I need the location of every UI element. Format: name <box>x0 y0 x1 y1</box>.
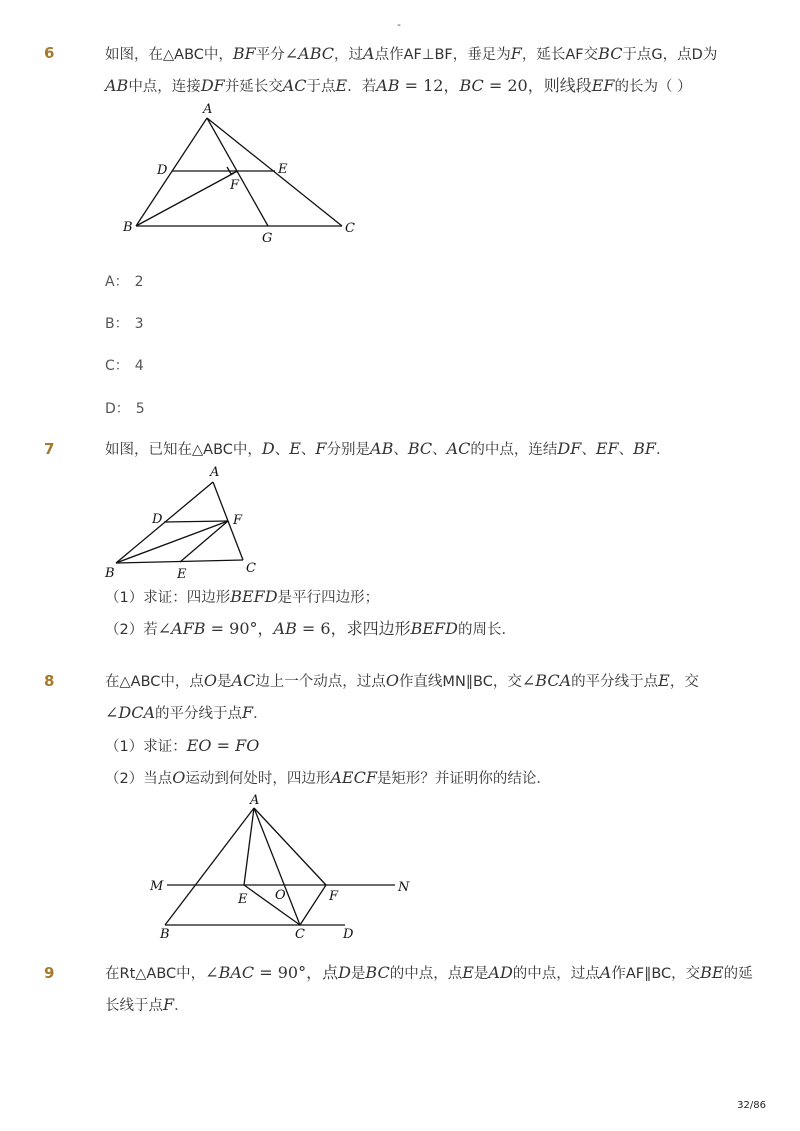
question-number-8: 8 <box>44 672 55 690</box>
q6-label-B: B <box>123 220 133 235</box>
page-number: 32/86 <box>737 1100 766 1111</box>
q7-side-BC <box>116 560 243 563</box>
q7-geometry-figure <box>100 462 270 586</box>
q7-label-B: B <box>105 566 115 581</box>
q7-label-D: D <box>152 512 163 527</box>
question-number-6: 6 <box>44 44 55 62</box>
q6-segment-BF <box>136 173 234 226</box>
q9-stem-line-2: 长线于点F． <box>105 995 189 1014</box>
q7-label-A: A <box>210 465 220 480</box>
q8-stem-line-1: 在△ABC中，点O是AC边上一个动点，过点O作直线MN∥BC，交∠BCA的平分线于点E，交 <box>105 671 699 690</box>
q6-label-A: A <box>203 102 213 117</box>
q8-part-2: （2）当点O运动到何处时，四边形AECF是矩形？并证明你的结论． <box>105 768 551 787</box>
q8-segment-FC <box>300 885 326 925</box>
question-number-9: 9 <box>44 964 55 982</box>
q8-side-AC <box>254 808 300 925</box>
q6-label-G: G <box>262 231 273 246</box>
q7-label-E: E <box>177 567 187 582</box>
q6-segment-AG <box>207 118 268 226</box>
q7-part-2: （2）若∠AFB = 90°，AB = 6，求四边形BEFD的周长． <box>105 619 516 638</box>
q8-label-C: C <box>295 927 305 942</box>
q8-side-AB <box>165 808 254 925</box>
q6-label-E: E <box>278 162 288 177</box>
q6-option-b[interactable]: B： 3 <box>105 316 144 332</box>
q7-segment-EF <box>180 521 228 562</box>
question-number-7: 7 <box>44 440 55 458</box>
q9-stem-line-1: 在Rt△ABC中，∠BAC = 90°，点D是BC的中点，点E是AD的中点，过点A作AF∥BC，交BE的延 <box>105 963 753 982</box>
q8-label-E: E <box>238 892 248 907</box>
q8-segment-AF <box>254 808 326 885</box>
q7-segment-BF <box>116 521 228 563</box>
q8-label-N: N <box>398 880 410 895</box>
q8-stem-line-2: ∠DCA的平分线于点F． <box>105 703 268 722</box>
q7-label-F: F <box>233 513 243 528</box>
q8-label-M: M <box>150 879 164 894</box>
q7-stem-line-1: 如图，已知在△ABC中，D、E、F分别是AB、BC、AC的中点，连结DF、EF、BF． <box>105 439 671 458</box>
q7-label-C: C <box>246 561 256 576</box>
q8-geometry-figure <box>140 790 420 950</box>
q6-option-d[interactable]: D： 5 <box>105 401 145 417</box>
q6-option-a[interactable]: A： 2 <box>105 274 144 290</box>
q6-option-c[interactable]: C： 4 <box>105 358 144 374</box>
q8-label-O: O <box>275 888 286 903</box>
q6-geometry-figure <box>110 100 370 250</box>
q8-label-F: F <box>329 889 339 904</box>
q6-label-D: D <box>157 163 168 178</box>
q6-label-F: F <box>230 178 240 193</box>
q8-label-D: D <box>343 927 354 942</box>
q8-label-B: B <box>160 927 170 942</box>
q6-label-C: C <box>345 221 355 236</box>
q6-stem-line-2: AB中点，连接DF并延长交AC于点E．若AB = 12，BC = 20，则线段EF的长为（ ） <box>105 76 692 95</box>
q6-stem-line-1: 如图，在△ABC中，BF平分∠ABC，过A点作AF⊥BF，垂足为F，延长AF交BC于点G，点D为 <box>105 44 718 63</box>
q7-segment-DF <box>164 521 228 522</box>
page-top-mark: - <box>397 18 401 31</box>
q6-side-AB <box>136 118 207 226</box>
q8-part-1: （1）求证：EO = FO <box>105 736 260 755</box>
q8-label-A: A <box>250 793 260 808</box>
q7-part-1: （1）求证：四边形BEFD是平行四边形； <box>105 587 380 606</box>
q6-side-AC <box>207 118 342 226</box>
